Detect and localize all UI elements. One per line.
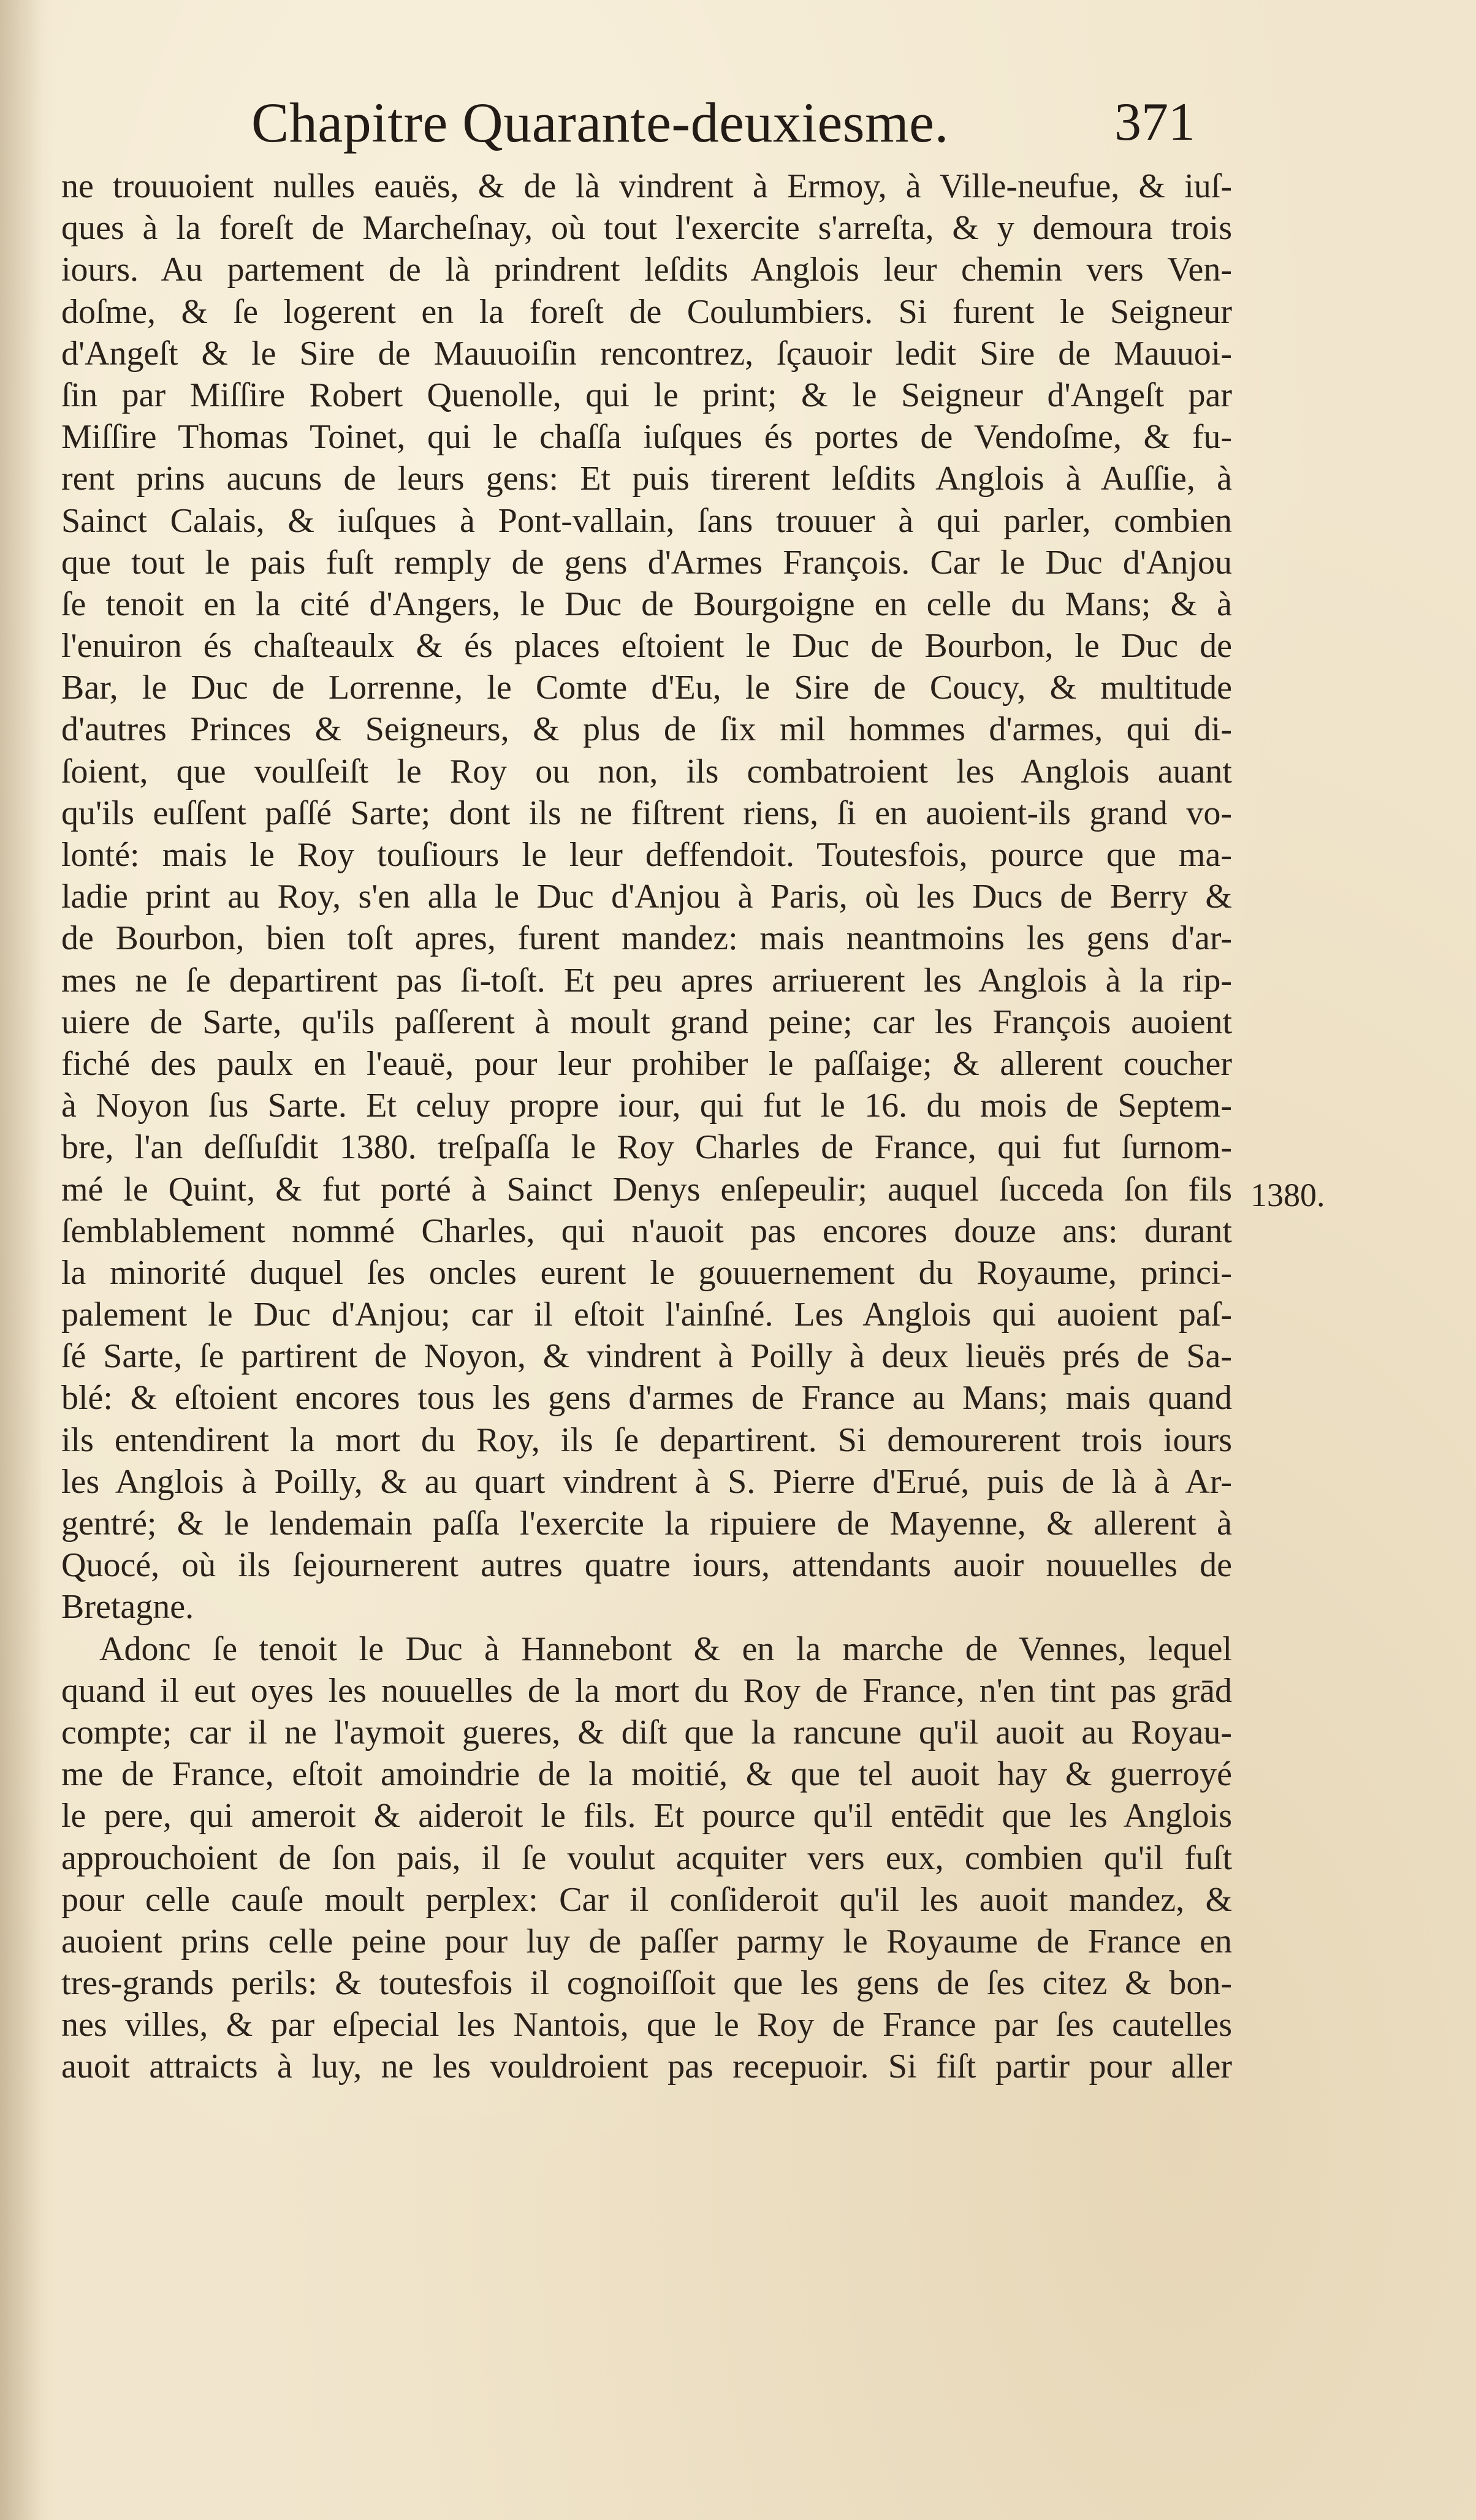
text-line: l'enuiron és chaſteaulx & és places eſtoient le Duc de Bourbon, le Duc de [61,627,1232,666]
text-line: blé: & eſtoient encores tous les gens d'armes de France au Mans; mais quand [61,1379,1232,1418]
text-line: Miſſire Thomas Toinet, qui le chaſſa iuſques és portes de Vendoſme, & fu- [61,418,1232,457]
text-line: fiché des paulx en l'eauë, pour leur prohiber le paſſaige; & allerent coucher [61,1044,1232,1083]
text-line: ils entendirent la mort du Roy, ils ſe departirent. Si demourerent trois iours [61,1421,1232,1459]
text-line: d'autres Princes & Seigneurs, & plus de ſix mil hommes d'armes, qui di- [61,710,1232,749]
text-line: Sainct Calais, & iuſques à Pont-vallain, ſans trouuer à qui parler, combien [61,501,1232,540]
text-line: la minorité duquel ſes oncles eurent le gouuernement du Royaume, princi- [61,1253,1232,1292]
text-line: pour celle cauſe moult perplex: Car il conſideroit qu'il les auoit mandez, & [61,1880,1232,1919]
text-line: à Noyon ſus Sarte. Et celuy propre iour, qui fut le 16. du mois de Septem- [61,1087,1232,1125]
body-text [61,165,1232,2130]
text-line: mé le Quint, & fut porté à Sainct Denys enſepeulir; auquel ſucceda ſon fils [61,1170,1232,1209]
text-line: lonté: mais le Roy touſiours le leur deffendoit. Toutesfois, pource que ma- [61,836,1232,874]
text-line: tres-grands perils: & toutesfois il cognoiſſoit que les gens de ſes citez & bon- [61,1964,1232,2003]
text-line: nes villes, & par eſpecial les Nantois, que le Roy de France par ſes cautelles [61,2006,1232,2044]
text-line: auoit attraicts à luy, ne les vouldroient pas recepuoir. Si fiſt partir pour aller [61,2048,1232,2086]
text-line: d'Angeſt & le Sire de Mauuoiſin rencontrez, ſçauoir ledit Sire de Mauuoi- [61,334,1232,373]
text-line: doſme, & ſe logerent en la foreſt de Coulumbiers. Si furent le Seigneur [61,292,1232,331]
text-line: approuchoient de ſon pais, il ſe voulut acquiter vers eux, combien qu'il fuſt [61,1839,1232,1877]
text-line: me de France, eſtoit amoindrie de la moitié, & que tel auoit hay & guerroyé [61,1755,1232,1794]
page-number: 371 [1114,93,1195,152]
text-line: le pere, qui ameroit & aideroit le fils. Et pource qu'il entēdit que les Anglois [61,1797,1232,1835]
text-line: Quocé, où ils ſejournerent autres quatre iours, attendants auoir nouuelles de [61,1546,1232,1585]
text-line: ſé Sarte, ſe partirent de Noyon, & vindrent à Poilly à deux lieuës prés de Sa- [61,1337,1232,1376]
text-line: quand il eut oyes les nouuelles de la mort du Roy de France, n'en tint pas grād [61,1671,1232,1710]
text-line: uiere de Sarte, qu'ils paſſerent à moult grand peine; car les François auoient [61,1003,1232,1041]
text-line: ſemblablement nommé Charles, qui n'auoit pas encores douze ans: durant [61,1212,1232,1250]
text-line: gentré; & le lendemain paſſa l'exercite la ripuiere de Mayenne, & allerent à [61,1505,1232,1543]
text-line: Bretagne. [61,1588,194,1626]
text-line: palement le Duc d'Anjou; car il eſtoit l'ainſné. Les Anglois qui auoient paſ- [61,1296,1232,1334]
text-line: ladie print au Roy, s'en alla le Duc d'Anjou à Paris, où les Ducs de Berry & [61,878,1232,916]
text-line: auoient prins celle peine pour luy de paſſer parmy le Royaume de France en [61,1922,1232,1960]
text-line: qu'ils euſſent paſſé Sarte; dont ils ne fiſtrent riens, ſi en auoient-ils grand vo- [61,794,1232,832]
text-line: ne trouuoient nulles eauës, & de là vindrent à Ermoy, à Ville-neufue, & iuſ- [61,167,1232,205]
text-line: iours. Au partement de là prindrent leſdits Anglois leur chemin vers Ven- [61,251,1232,289]
page-header [251,92,1195,159]
gutter-shadow [0,0,43,2520]
text-line: ſoient, que voulſeiſt le Roy ou non, ils combatroient les Anglois auant [61,752,1232,791]
text-line: de Bourbon, bien toſt apres, furent mandez: mais neantmoins les gens d'ar- [61,919,1232,958]
text-line: les Anglois à Poilly, & au quart vindrent à S. Pierre d'Erué, puis de là à Ar- [61,1462,1232,1501]
text-line [61,2088,1232,2130]
text-line: que tout le pais fuſt remply de gens d'Armes François. Car le Duc d'Anjou [61,543,1232,582]
text-line: Bar, le Duc de Lorrenne, le Comte d'Eu, le Sire de Coucy, & multitude [61,669,1232,707]
running-head: Chapitre Quarante-deuxiesme. [251,91,949,154]
text-line: rent prins aucuns de leurs gens: Et puis tirerent leſdits Anglois à Auſſie, à [61,460,1232,498]
paragraph-first-line: Adonc ſe tenoit le Duc à Hannebont & en la marche de Vennes, lequel [99,1630,1232,1668]
text-line: ques à la foreſt de Marcheſnay, où tout l'exercite s'arreſta, & y demoura trois [61,209,1232,248]
text-line: bre, l'an deſſuſdit 1380. treſpaſſa le Roy Charles de France, qui fut ſurnom- [61,1128,1232,1167]
text-line: compte; car il ne l'aymoit gueres, & diſt que la rancune qu'il auoit au Royau- [61,1713,1232,1751]
text-line: mes ne ſe departirent pas ſi-toſt. Et peu apres arriuerent les Anglois à la rip- [61,961,1232,1000]
text-line: ſin par Miſſire Robert Quenolle, qui le print; & le Seigneur d'Angeſt par [61,376,1232,414]
text-line: ſe tenoit en la cité d'Angers, le Duc de Bourgoigne en celle du Mans; & à [61,585,1232,623]
margin-note-year: 1380. [1250,1177,1325,1213]
